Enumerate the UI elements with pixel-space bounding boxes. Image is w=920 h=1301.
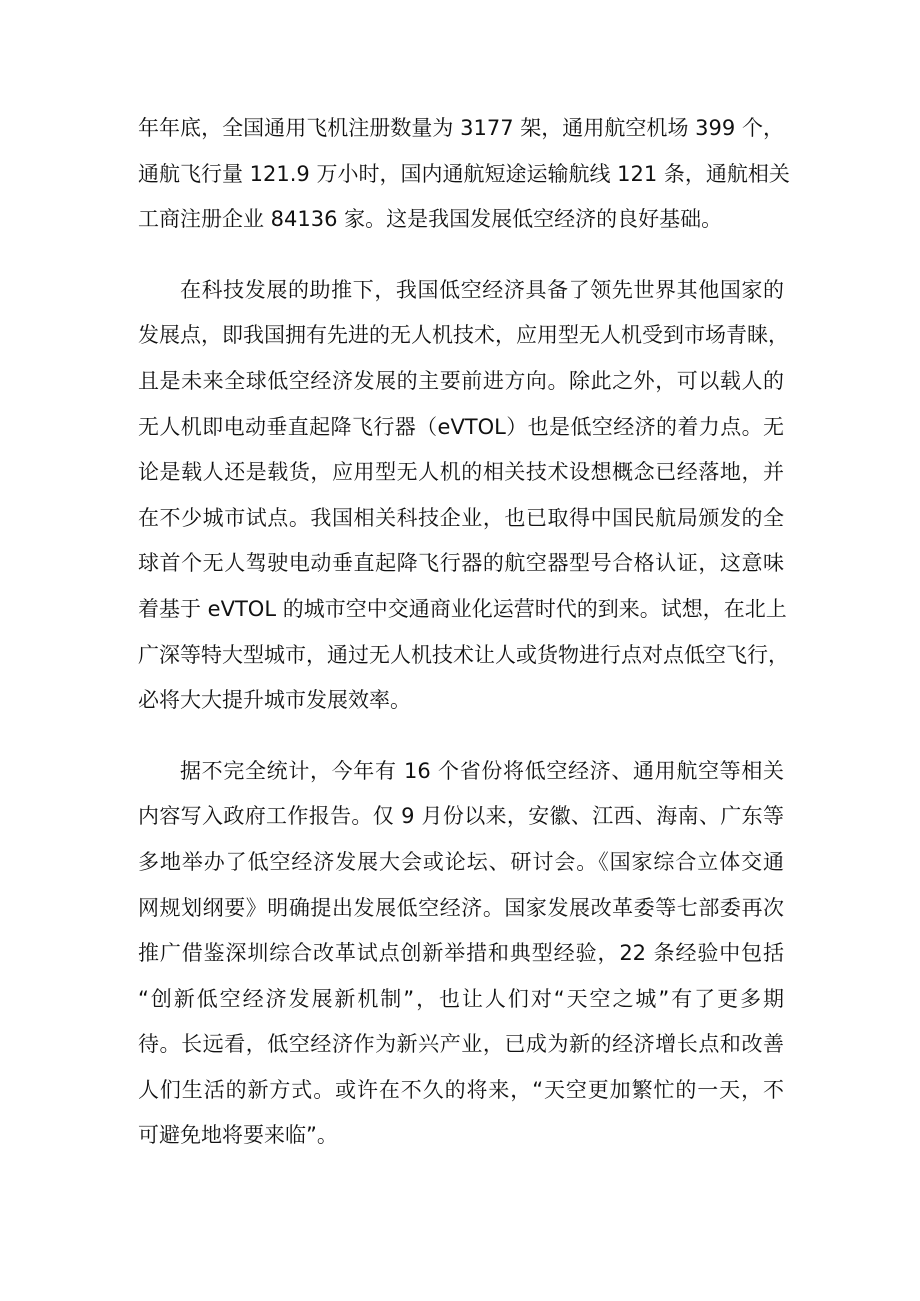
paragraph-gap [138,243,784,268]
paragraph-gap [138,724,784,749]
text-line: 多地举办了低空经济发展大会或论坛、研讨会。《国家综合立体交通 [138,849,784,874]
text-line: 在科技发展的助推下，我国低空经济具备了领先世界其他国家的 [180,277,784,302]
text-line: 无人机即电动垂直起降飞行器（eVTOL）也是低空经济的着力点。无 [138,414,784,439]
text-line: 论是载人还是载货，应用型无人机的相关技术设想概念已经落地，并 [138,460,784,485]
text-line: 且是未来全球低空经济发展的主要前进方向。除此之外，可以载人的 [138,368,784,393]
text-line: 网规划纲要》明确提出发展低空经济。国家发展改革委等七部委再次 [138,895,784,920]
text-line: 必将大大提升城市发展效率。 [138,688,411,713]
paragraph-2 [138,268,789,724]
text-line: 人们生活的新方式。或许在不久的将来，“天空更加繁忙的一天，不 [138,1077,784,1102]
text-line: 在不少城市试点。我国相关科技企业，也已取得中国民航局颁发的全 [138,505,784,530]
text-line: 推广借鉴深圳综合改革试点创新举措和典型经验，22 条经验中包括 [138,941,784,966]
text-line: 待。长远看，低空经济作为新兴产业，已成为新的经济增长点和改善 [138,1032,784,1057]
text-line: 年年底，全国通用飞机注册数量为 3177 架，通用航空机场 399 个， [138,116,784,140]
text-line: 着基于 eVTOL 的城市空中交通商业化运营时代的到来。试想，在北上 [138,596,787,621]
text-line: 工商注册企业 84136 家。这是我国发展低空经济的良好基础。 [138,207,723,232]
paragraph-3 [138,749,784,1159]
text-line: 通航飞行量 121.9 万小时，国内通航短途运输航线 121 条，通航相关 [138,161,790,186]
paragraph-1 [138,106,790,243]
text-line: 据不完全统计，今年有 16 个省份将低空经济、通用航空等相关 [180,758,784,783]
text-line: 内容写入政府工作报告。仅 9 月份以来，安徽、江西、海南、广东等 [138,804,784,829]
text-line: 可避免地将要来临”。 [138,1123,338,1148]
text-line: 广深等特大型城市，通过无人机技术让人或货物进行点对点低空飞行， [138,642,789,667]
text-line: 球首个无人驾驶电动垂直起降飞行器的航空器型号合格认证，这意味 [138,551,784,576]
text-line: 发展点，即我国拥有先进的无人机技术，应用型无人机受到市场青睐， [138,323,789,348]
text-line: “创新低空经济发展新机制”，也让人们对“天空之城”有了更多期 [138,986,784,1011]
document-body [138,106,790,1159]
